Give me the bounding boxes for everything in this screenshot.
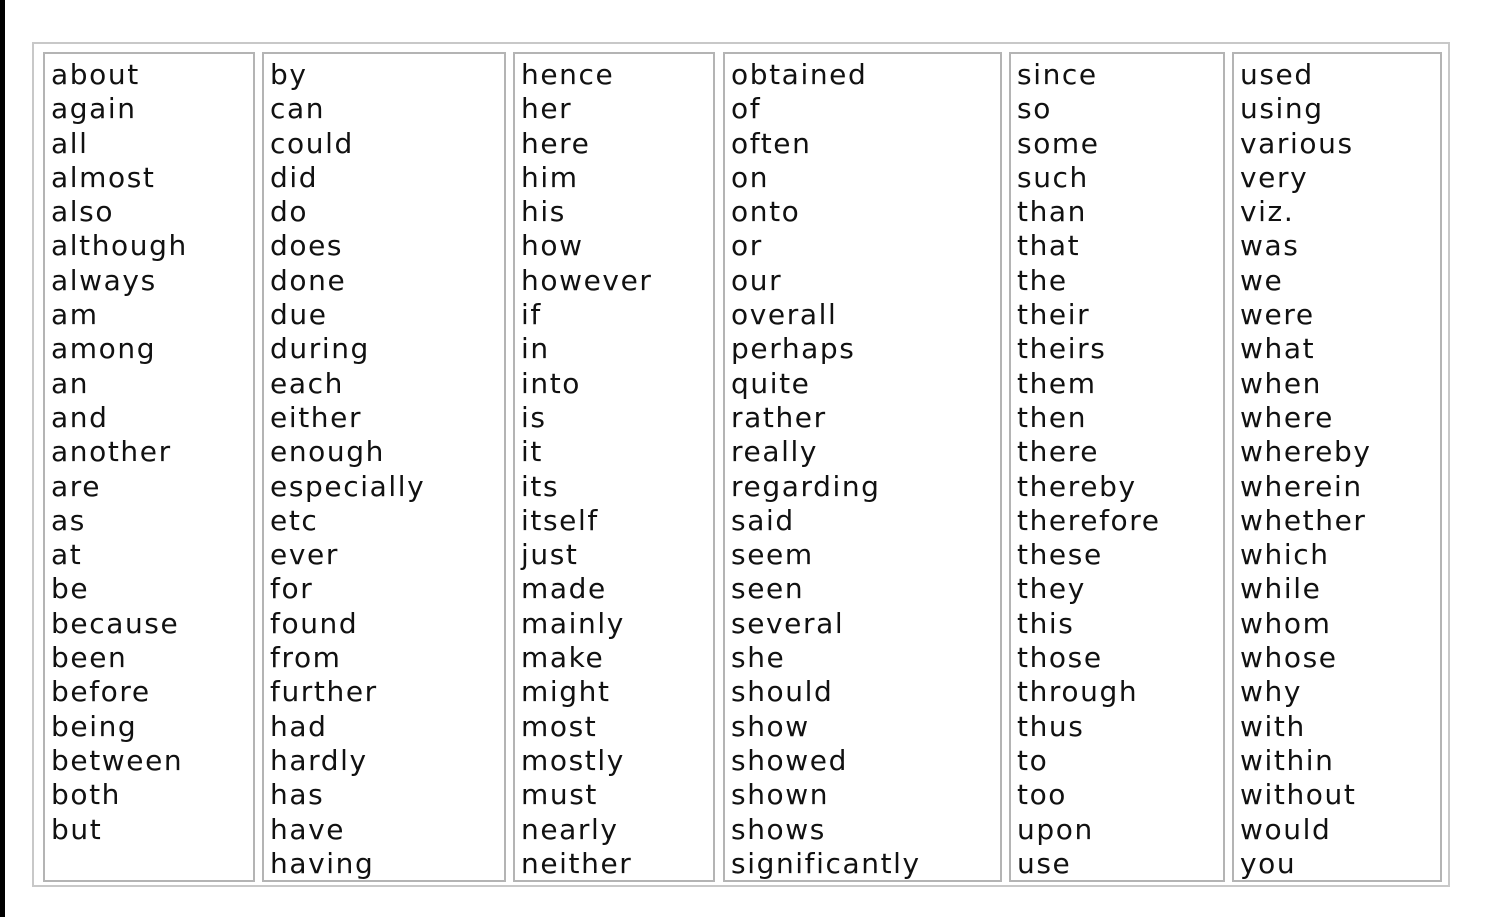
word-item: onto (731, 195, 801, 229)
word-item: therefore (1017, 503, 1161, 537)
word-item: neither (521, 846, 633, 880)
word-item: such (1017, 160, 1089, 194)
word-item: made (521, 572, 607, 606)
word-item: this (1017, 606, 1075, 640)
word-item: always (51, 263, 157, 297)
word-item: hence (521, 58, 615, 91)
word-item: from (270, 641, 342, 675)
word-item: either (270, 400, 363, 434)
word-item: on (731, 160, 770, 194)
word-item: shown (731, 778, 830, 812)
word-item: her (521, 92, 573, 126)
word-item: used (1240, 58, 1314, 91)
word-item: whose (1240, 641, 1338, 675)
word-item: however (521, 263, 653, 297)
word-item: significantly (731, 846, 921, 880)
word-item: all (51, 126, 89, 160)
word-item: had (270, 709, 328, 743)
word-item: with (1240, 709, 1306, 743)
word-item: but (51, 812, 103, 846)
word-item: his (521, 195, 566, 229)
word-item: upon (1017, 812, 1094, 846)
word-item: an (51, 366, 90, 400)
word-item: they (1017, 572, 1086, 606)
word-item: really (731, 435, 819, 469)
word-item: said (731, 503, 795, 537)
word-item: the (1017, 263, 1068, 297)
word-item: show (731, 709, 810, 743)
word-item: here (521, 126, 591, 160)
word-item: found (270, 606, 359, 640)
word-item: than (1017, 195, 1088, 229)
word-item: without (1240, 778, 1357, 812)
word-item: too (1017, 778, 1068, 812)
word-column-5 (1009, 52, 1225, 882)
word-item: again (51, 92, 137, 126)
word-item: are (51, 469, 102, 503)
word-column-1 (43, 52, 255, 882)
word-item: does (270, 229, 344, 263)
word-item: been (51, 641, 128, 675)
word-item: use (1017, 846, 1072, 880)
word-item: especially (270, 469, 426, 503)
word-column-4 (723, 52, 1002, 882)
word-item: is (521, 400, 547, 434)
word-item: through (1017, 675, 1139, 709)
word-item: quite (731, 366, 811, 400)
word-item: done (270, 263, 347, 297)
word-item: you (1240, 846, 1297, 880)
word-item: most (521, 709, 598, 743)
word-item: several (731, 606, 845, 640)
word-item: enough (270, 435, 385, 469)
word-item: might (521, 675, 611, 709)
word-item: just (521, 538, 579, 572)
word-item: do (270, 195, 309, 229)
word-item: often (731, 126, 812, 160)
stopword-table (32, 42, 1450, 887)
word-item: due (270, 298, 328, 332)
word-item: further (270, 675, 378, 709)
word-item: can (270, 92, 326, 126)
word-item: for (270, 572, 314, 606)
word-item: to (1017, 743, 1049, 777)
word-item: among (51, 332, 157, 366)
word-item: must (521, 778, 598, 812)
word-item: within (1240, 743, 1335, 777)
word-item: having (270, 846, 375, 880)
word-item: hardly (270, 743, 368, 777)
word-item: she (731, 641, 786, 675)
word-column-6 (1232, 52, 1442, 882)
window-left-border (0, 0, 5, 917)
word-item: because (51, 606, 180, 640)
word-item: perhaps (731, 332, 856, 366)
word-item: while (1240, 572, 1322, 606)
word-item: then (1017, 400, 1088, 434)
word-item: etc (270, 503, 319, 537)
word-item: there (1017, 435, 1100, 469)
word-item: was (1240, 229, 1300, 263)
word-item: about (51, 58, 140, 91)
word-item: could (270, 126, 354, 160)
word-item: why (1240, 675, 1303, 709)
word-item: our (731, 263, 783, 297)
word-item: him (521, 160, 579, 194)
word-item: those (1017, 641, 1103, 675)
word-item: these (1017, 538, 1103, 572)
word-item: or (731, 229, 763, 263)
word-item: very (1240, 160, 1309, 194)
word-item: has (270, 778, 325, 812)
word-item: showed (731, 743, 848, 777)
word-item: since (1017, 58, 1098, 91)
word-item: during (270, 332, 370, 366)
word-item: each (270, 366, 344, 400)
word-item: theirs (1017, 332, 1107, 366)
word-item: their (1017, 298, 1091, 332)
word-item: seen (731, 572, 805, 606)
word-item: being (51, 709, 138, 743)
word-item: viz. (1240, 195, 1295, 229)
word-item: by (270, 58, 308, 91)
word-column-3 (513, 52, 715, 882)
word-item: mostly (521, 743, 625, 777)
word-item: at (51, 538, 83, 572)
word-item: itself (521, 503, 599, 537)
word-item: should (731, 675, 834, 709)
word-item: shows (731, 812, 826, 846)
word-item: what (1240, 332, 1316, 366)
word-item: that (1017, 229, 1081, 263)
word-item: its (521, 469, 560, 503)
word-item: nearly (521, 812, 619, 846)
word-item: both (51, 778, 122, 812)
word-item: make (521, 641, 605, 675)
word-item: did (270, 160, 319, 194)
word-column-2 (262, 52, 506, 882)
word-item: wherein (1240, 469, 1363, 503)
word-item: mainly (521, 606, 625, 640)
word-item: another (51, 435, 172, 469)
word-item: of (731, 92, 762, 126)
word-item: some (1017, 126, 1100, 160)
word-item: ever (270, 538, 339, 572)
word-item: whereby (1240, 435, 1372, 469)
word-item: them (1017, 366, 1097, 400)
word-item: thus (1017, 709, 1085, 743)
word-item: whether (1240, 503, 1367, 537)
word-item: where (1240, 400, 1334, 434)
word-item: using (1240, 92, 1324, 126)
word-item: if (521, 298, 542, 332)
word-item: and (51, 400, 109, 434)
word-item: also (51, 195, 115, 229)
word-item: whom (1240, 606, 1332, 640)
word-item: between (51, 743, 184, 777)
word-item: be (51, 572, 90, 606)
word-item: although (51, 229, 188, 263)
word-item: obtained (731, 58, 868, 91)
word-item: seem (731, 538, 814, 572)
word-item: we (1240, 263, 1284, 297)
word-item: into (521, 366, 582, 400)
word-item: am (51, 298, 99, 332)
word-item: thereby (1017, 469, 1137, 503)
word-item: which (1240, 538, 1330, 572)
word-item: before (51, 675, 151, 709)
word-item: were (1240, 298, 1315, 332)
word-item: almost (51, 160, 156, 194)
word-item: regarding (731, 469, 881, 503)
word-item: have (270, 812, 346, 846)
word-item: overall (731, 298, 838, 332)
word-item: how (521, 229, 584, 263)
word-item: as (51, 503, 86, 537)
word-item: would (1240, 812, 1332, 846)
word-item: when (1240, 366, 1323, 400)
word-item: various (1240, 126, 1354, 160)
word-item: it (521, 435, 543, 469)
word-item: in (521, 332, 550, 366)
word-item: rather (731, 400, 827, 434)
word-item: so (1017, 92, 1052, 126)
